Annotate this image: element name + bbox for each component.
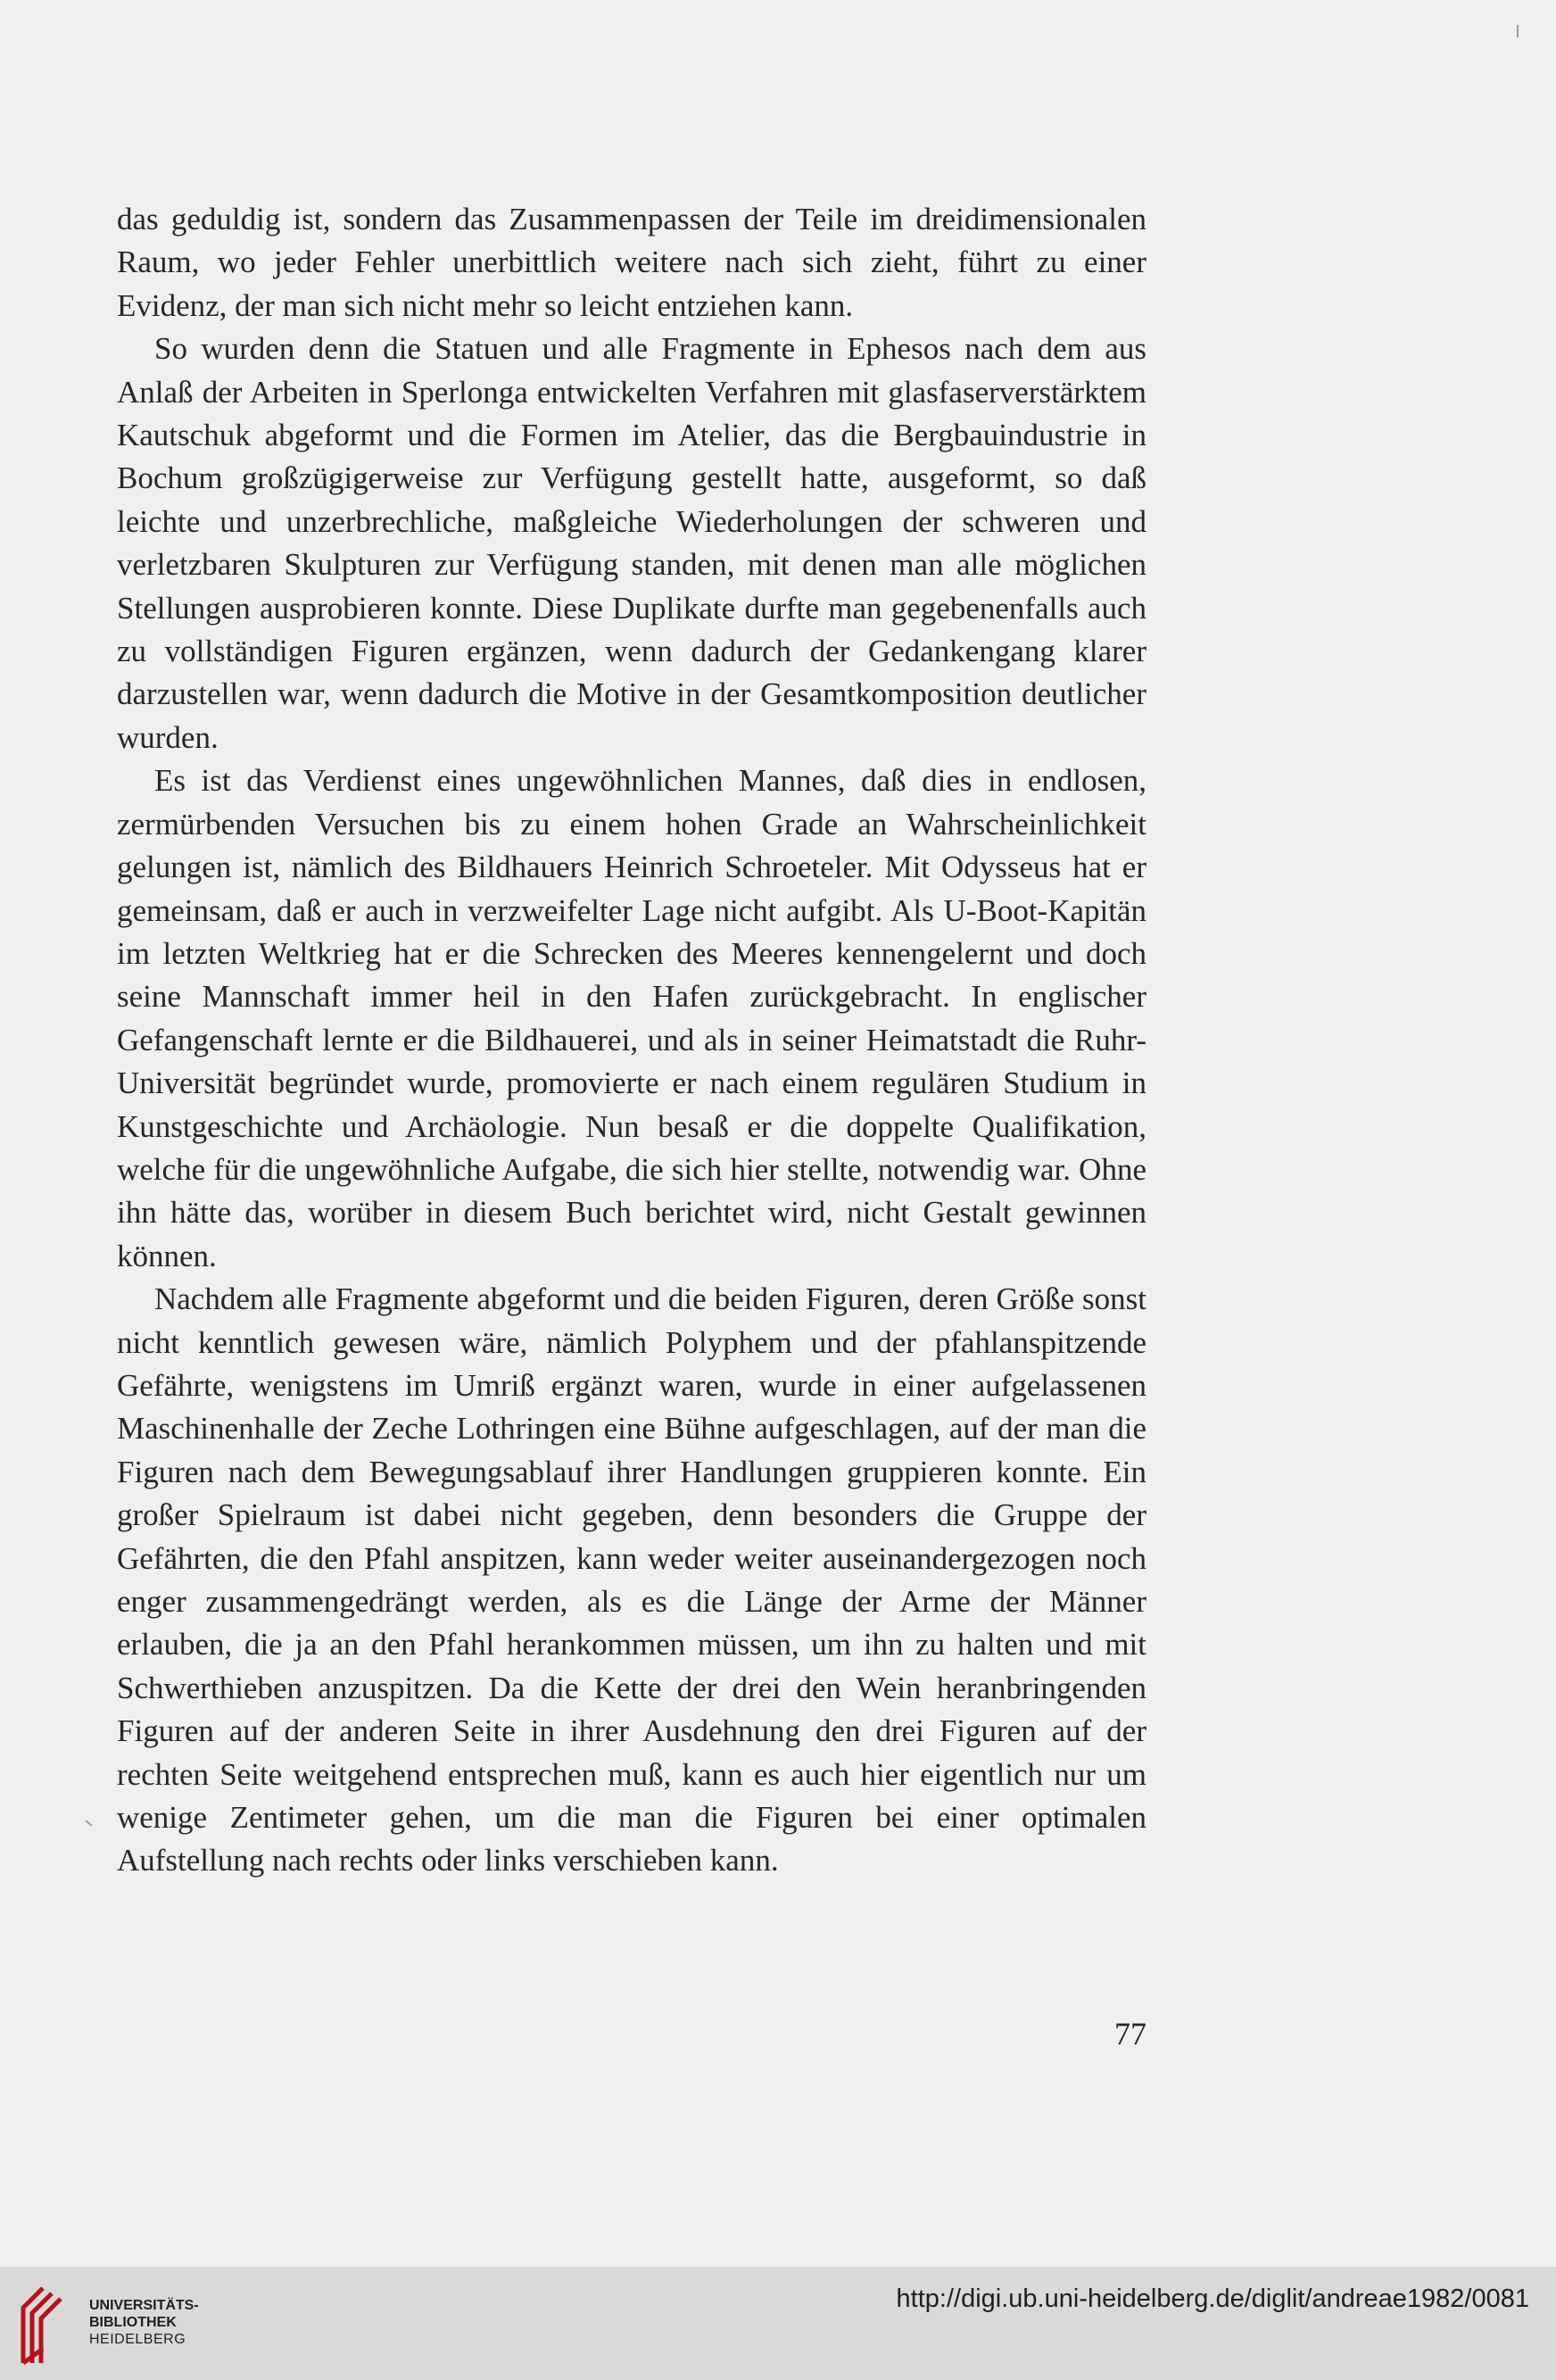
paragraph-1: das geduldig ist, sondern das Zusammenpassen der Teile im dreidimensionalen Raum, wo jeder Fehler unerbittlich weitere nach sich zieht, führt zu einer Evidenz, der man sich nicht mehr so leicht entziehen kann. — [117, 202, 1146, 323]
source-url-link[interactable]: http://digi.ub.uni-heidelberg.de/diglit/andreae1982/0081 — [896, 2285, 1529, 2313]
library-logo-icon[interactable] — [16, 2281, 79, 2367]
library-name-line1: UNIVERSITÄTS- — [89, 2298, 199, 2313]
scan-mark — [1517, 25, 1519, 37]
paragraph-2: So wurden denn die Statuen und alle Fragmente in Ephesos nach dem aus Anlaß der Arbeiten in Sperlonga entwickelten Verfahren mit glasfaserverstärktem Kautschuk abgeformt und die Formen im Atelier, das die Bergbauindustrie in Bochum großzügigerweise zur Verfügung gestellt hatte, ausgeformt, so daß leichte und unzerbrechliche, maßgleiche Wiederholungen der schweren und verletzbaren Skulpturen zur Verfügung standen, mit denen man alle möglichen Stellungen ausprobieren konnte. Diese Duplikate durfte man gegebenenfalls auch zu vollständigen Figuren ergänzen, wenn dadurch der Gedankengang klarer darzustellen war, wenn dadurch die Motive in der Gesamtkomposition deutlicher wurden. — [117, 331, 1146, 755]
library-name[interactable] — [89, 2297, 199, 2348]
library-name-line3: HEIDELBERG — [89, 2332, 186, 2347]
paragraph-4: Nachdem alle Fragmente abgeformt und die beiden Figuren, deren Größe sonst nicht kenntlich gewesen wäre, nämlich Polyphem und der pfahlanspitzende Gefährte, wenigstens im Umriß ergänzt waren, wurde in einer aufgelassenen Maschinenhalle der Zeche Lothringen eine Bühne aufgeschlagen, auf der man die Figuren nach dem Bewegungsablauf ihrer Handlungen gruppieren konnte. Ein großer Spielraum ist dabei nicht gegeben, denn besonders die Gruppe der Gefährten, die den Pfahl anspitzen, kann weder weiter auseinandergezogen noch enger zusammengedrängt werden, als es die Länge der Arme der Männer erlauben, die ja an den Pfahl herankommen müssen, um ihn zu halten und mit Schwerthieben anzuspitzen. Da die Kette der drei den Wein heranbringenden Figuren auf der anderen Seite in ihrer Ausdehnung den drei Figuren auf der rechten Seite weitgehend entsprechen muß, kann es auch hier eigentlich nur um wenige Zentimeter gehen, um die man die Figuren bei einer optimalen Aufstellung nach rechts oder links verschieben kann. — [117, 1281, 1146, 1878]
page-number: 77 — [1114, 2016, 1146, 2052]
library-name-line2: BIBLIOTHEK — [89, 2315, 177, 2330]
body-text — [117, 198, 1146, 1883]
paragraph-3: Es ist das Verdienst eines ungewöhnlichen Mannes, daß dies in endlosen, zermürbenden Versuchen bis zu einem hohen Grade an Wahrscheinlichkeit gelungen ist, nämlich des Bildhauers Heinrich Schroeteler. Mit Odysseus hat er gemeinsam, daß er auch in verzweifelter Lage nicht aufgibt. Als U-Boot-Kapitän im letzten Weltkrieg hat er die Schrecken des Meeres kennengelernt und doch seine Mannschaft immer heil in den Hafen zurückgebracht. In englischer Gefangenschaft lernte er die Bildhauerei, und als in seiner Heimatstadt die Ruhr-Universität begründet wurde, promovierte er nach einem regulären Studium in Kunstgeschichte und Archäologie. Nun besaß er die doppelte Qualifikation, welche für die ungewöhnliche Aufgabe, die sich hier stellte, notwendig war. Ohne ihn hätte das, worüber in diesem Buch berichtet wird, nicht Gestalt gewinnen können. — [117, 763, 1146, 1273]
